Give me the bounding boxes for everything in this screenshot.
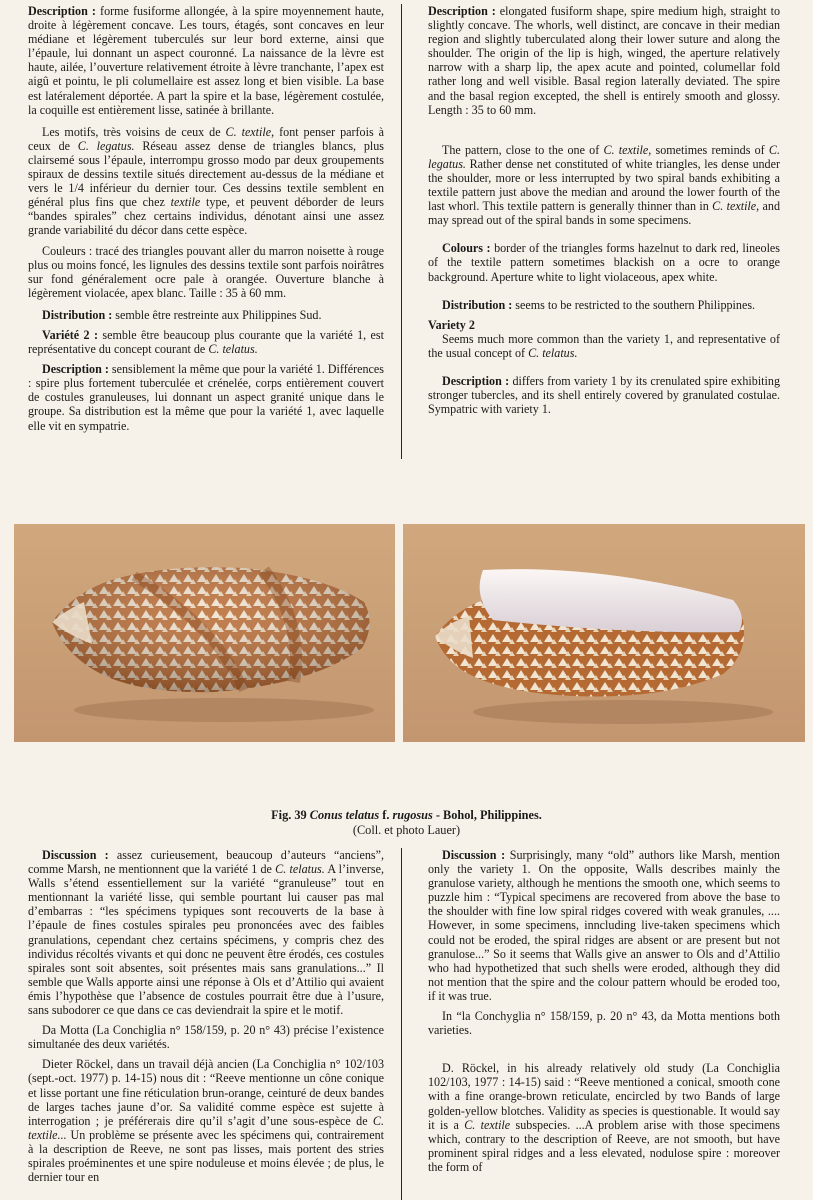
motifs-paragraph: Les motifs, très voisins de ceux de C. textile, font penser parfois à ceux de C. legatus. Réseau assez dense de triangles blancs, plus clairsemé sous l’épaule, interrompu grosso modo par deux groupements spiraux de dessins textile situés directement au-dessus de la médiane et vers le 1/4 inférieur du dernier tour. Ces dessins textile semblent en général plus fins que chez textile type, et peuvent déborder de leurs “bandes spirales” chez certains individus, dénotant ainsi une assez grande variabilité du décor dans cette espèce.	[28, 124, 384, 238]
figure-caption-title: Fig. 39 Conus telatus f. rugosus - Bohol, Philippines.	[271, 808, 542, 822]
figure-caption	[0, 808, 813, 838]
motta-paragraph-en: In “la Conchyglia n° 158/159, p. 20 n° 43, da Motta mentions both varieties.	[428, 1009, 780, 1038]
description2-paragraph: Description : sensiblement la même que pour la variété 1. Différences : spire plus fortement tuberculée et crénelée, corps entièrement couvert de costules granuleuses, lui donnant un aspect granité unique dans le groupe. Sa distribution est la même que pour la variété 1, avec laquelle elle vit en sympatrie.	[28, 362, 384, 433]
bottom-right-column	[428, 848, 780, 1200]
top-left-column	[28, 4, 384, 459]
bottom-left-column	[28, 848, 384, 1200]
variety2-heading-en: Variety 2	[428, 317, 475, 332]
rockel-paragraph-en: D. Röckel, in his already relatively old study (La Conchiglia 102/103, 1977 : 14-15) said : “Reeve mentioned a conical, smooth cone with a fine orange-brown reticulate, encircled by two Bands of large golden-yellow blotches. Validity as species is questionable. It would say it is a C. textile subspecies. ...A problem arise with those specimens which, contrary to the description of Reeve, are not smooth, but have prominent spiral ridges and a less elevated, nodulose spire : moreover the form of	[428, 1061, 780, 1174]
shell-photo-ventral	[403, 524, 805, 742]
couleurs-paragraph: Couleurs : tracé des triangles pouvant aller du marron noisette à rouge plus ou moins foncé, les lignules des dessins textile sont parfois noirâtres sur fond généralement ocre pale à orangée. Ouverture blanche à légèrement violacée, apex blanc. Taille : 35 à 60 mm.	[28, 243, 384, 300]
discussion-paragraph-en: Discussion : Surprisingly, many “old” authors like Marsh, mention only the variety 1. On the opposite, Walls describes mainly the granulose variety, although he mentions the smooth one, which seems to puzzle him : “Typical specimens are recovered from above the base to the shoulder with fine low spiral ridges covered with weak granules, .... However, in some specimens, inncluding live-taken specimens which could not be eroded, the spiral ridges are absent or are present but not granulose...” So it seems that Walls give an answer to Ols and d’Attilio who had hypothetized that such shells were eroded, although they did not mention that the spire and the colour pattern whould be eroded too, if it was true.	[428, 848, 780, 1003]
distribution-paragraph-en: Distribution : seems to be restricted to the southern Philippines.	[442, 297, 756, 312]
motta-paragraph: Da Motta (La Conchiglia n° 158/159, p. 20 n° 43) précise l’existence simultanée des deux variétés.	[28, 1023, 384, 1052]
bottom-column-divider	[401, 848, 402, 1200]
pattern-paragraph-en: The pattern, close to the one of C. textile, sometimes reminds of C. legatus. Rather dense net constituted of white triangles, les dense under the shoulder, more or less interrupted by two spiral bands exhibiting a textile pattern just above the median and around the lower fourth of the last whorl. This textile pattern is generally thinner than in C. textile, and may spread out of the spiral bands in some specimens.	[428, 142, 780, 228]
variety2-paragraph-en: Seems much more common than the variety 1, and representative of the usual concept of C. telatus.	[428, 331, 780, 360]
top-column-divider	[401, 4, 402, 459]
description2-paragraph-en: Description : differs from variety 1 by its crenulated spire exhibiting stronger tubercles, and its shell entirely covered by granulated costulae. Sympatric with variety 1.	[428, 373, 780, 417]
shell-ventral-illustration	[403, 524, 805, 742]
distribution-paragraph: Distribution : semble être restreinte aux Philippines Sud.	[42, 307, 322, 322]
shell-dorsal-illustration	[14, 524, 395, 742]
description-paragraph: Description : forme fusiforme allongée, à la spire moyennement haute, droite à légèrement concave. Les tours, étagés, sont concaves en leur médiane et légèrement tuberculés sur leur bord externe, ainsi que l’épaule, lui donnant un aspect couronné. La naissance de la lèvre est haute, ailée, l’ouverture relativement étroite à lèvre tranchante, l’apex est aigû et pointu, le pli columellaire est assez long et bien visible. La base est latéralement déportée. A part la spire et la base, légèrement costulée, la coquille est entièrement lisse, satinée à brillante.	[28, 4, 384, 117]
colours-paragraph-en: Colours : border of the triangles forms hazelnut to dark red, lineoles of the textile pattern sometimes blackish on a ocre to orange background. Aperture white to light violaceous, apex white.	[428, 241, 780, 284]
description-paragraph-en: Description : elongated fusiform shape, spire medium high, straight to slightly concave. The whorls, well distinct, are concave in their median region and slightly tuberculated along their lower suture and along the shoulder. The origin of the lip is high, winged, the aperture relatively narrow with a sharp lip, the apex acute and pointed, columellar fold rather long and well visible. Basal region laterally deviated. The spire and the basal region excepted, the shell is entirely smooth and glossy. Length : 35 to 60 mm.	[428, 4, 780, 117]
shell-photo-dorsal	[14, 524, 395, 742]
figure-caption-credit: (Coll. et photo Lauer)	[352, 823, 461, 837]
rockel-paragraph: Dieter Röckel, dans un travail déjà ancien (La Conchiglia n° 102/103 (sept.-oct. 1977) p. 14-15) nous dit : “Reeve mentionne un cône conique et lisse portant une fine réticulation brun-orange, ceinturé de deux bandes de larges taches jaune d’or. Sa validité comme espèce est sujette à interrogation ; je préférerais dire qu’il s’agit d’une sous-espèce de C. textile... Un problème se présente avec les spécimens qui, contrairement à la description de Reeve, ne sont pas lisses, mais portent des stries spirales proéminentes et une spire noduleuse et moins élevée ; de plus, le dernier tour en	[28, 1057, 384, 1185]
top-right-column	[428, 4, 780, 459]
variete2-paragraph: Variété 2 : semble être beaucoup plus courante que la variété 1, est représentative du concept courant de C. telatus.	[28, 327, 384, 357]
discussion-paragraph: Discussion : assez curieusement, beaucoup d’auteurs “anciens”, comme Marsh, ne mentionnent que la variété 1 de C. telatus. A l’inverse, Walls s’étend essentiellement sur la variété “granuleuse” tout en mentionnant la variété lisse, qui semble pourtant lui causer pas mal d’embarras : “les spécimens typiques sont recouverts de la base à l’épaule de fines costules spirales peu prononcées avec des faibles granulations, cependant chez certains spécimens, y compris chez des individus récoltés vivants et qui donc ne peuvent être érodés, ces costules spirales sont soit absentes, soit présentes mais sans granulations...” Il semble que Walls apporte ainsi une réponse à Ols et d’Attilio qui avaient émis l’hypothèse que l’absence de costules pourrait être due à l’usure, sans subodorer ce que dans ce cas deviendrait la spire et le motif.	[28, 848, 384, 1018]
